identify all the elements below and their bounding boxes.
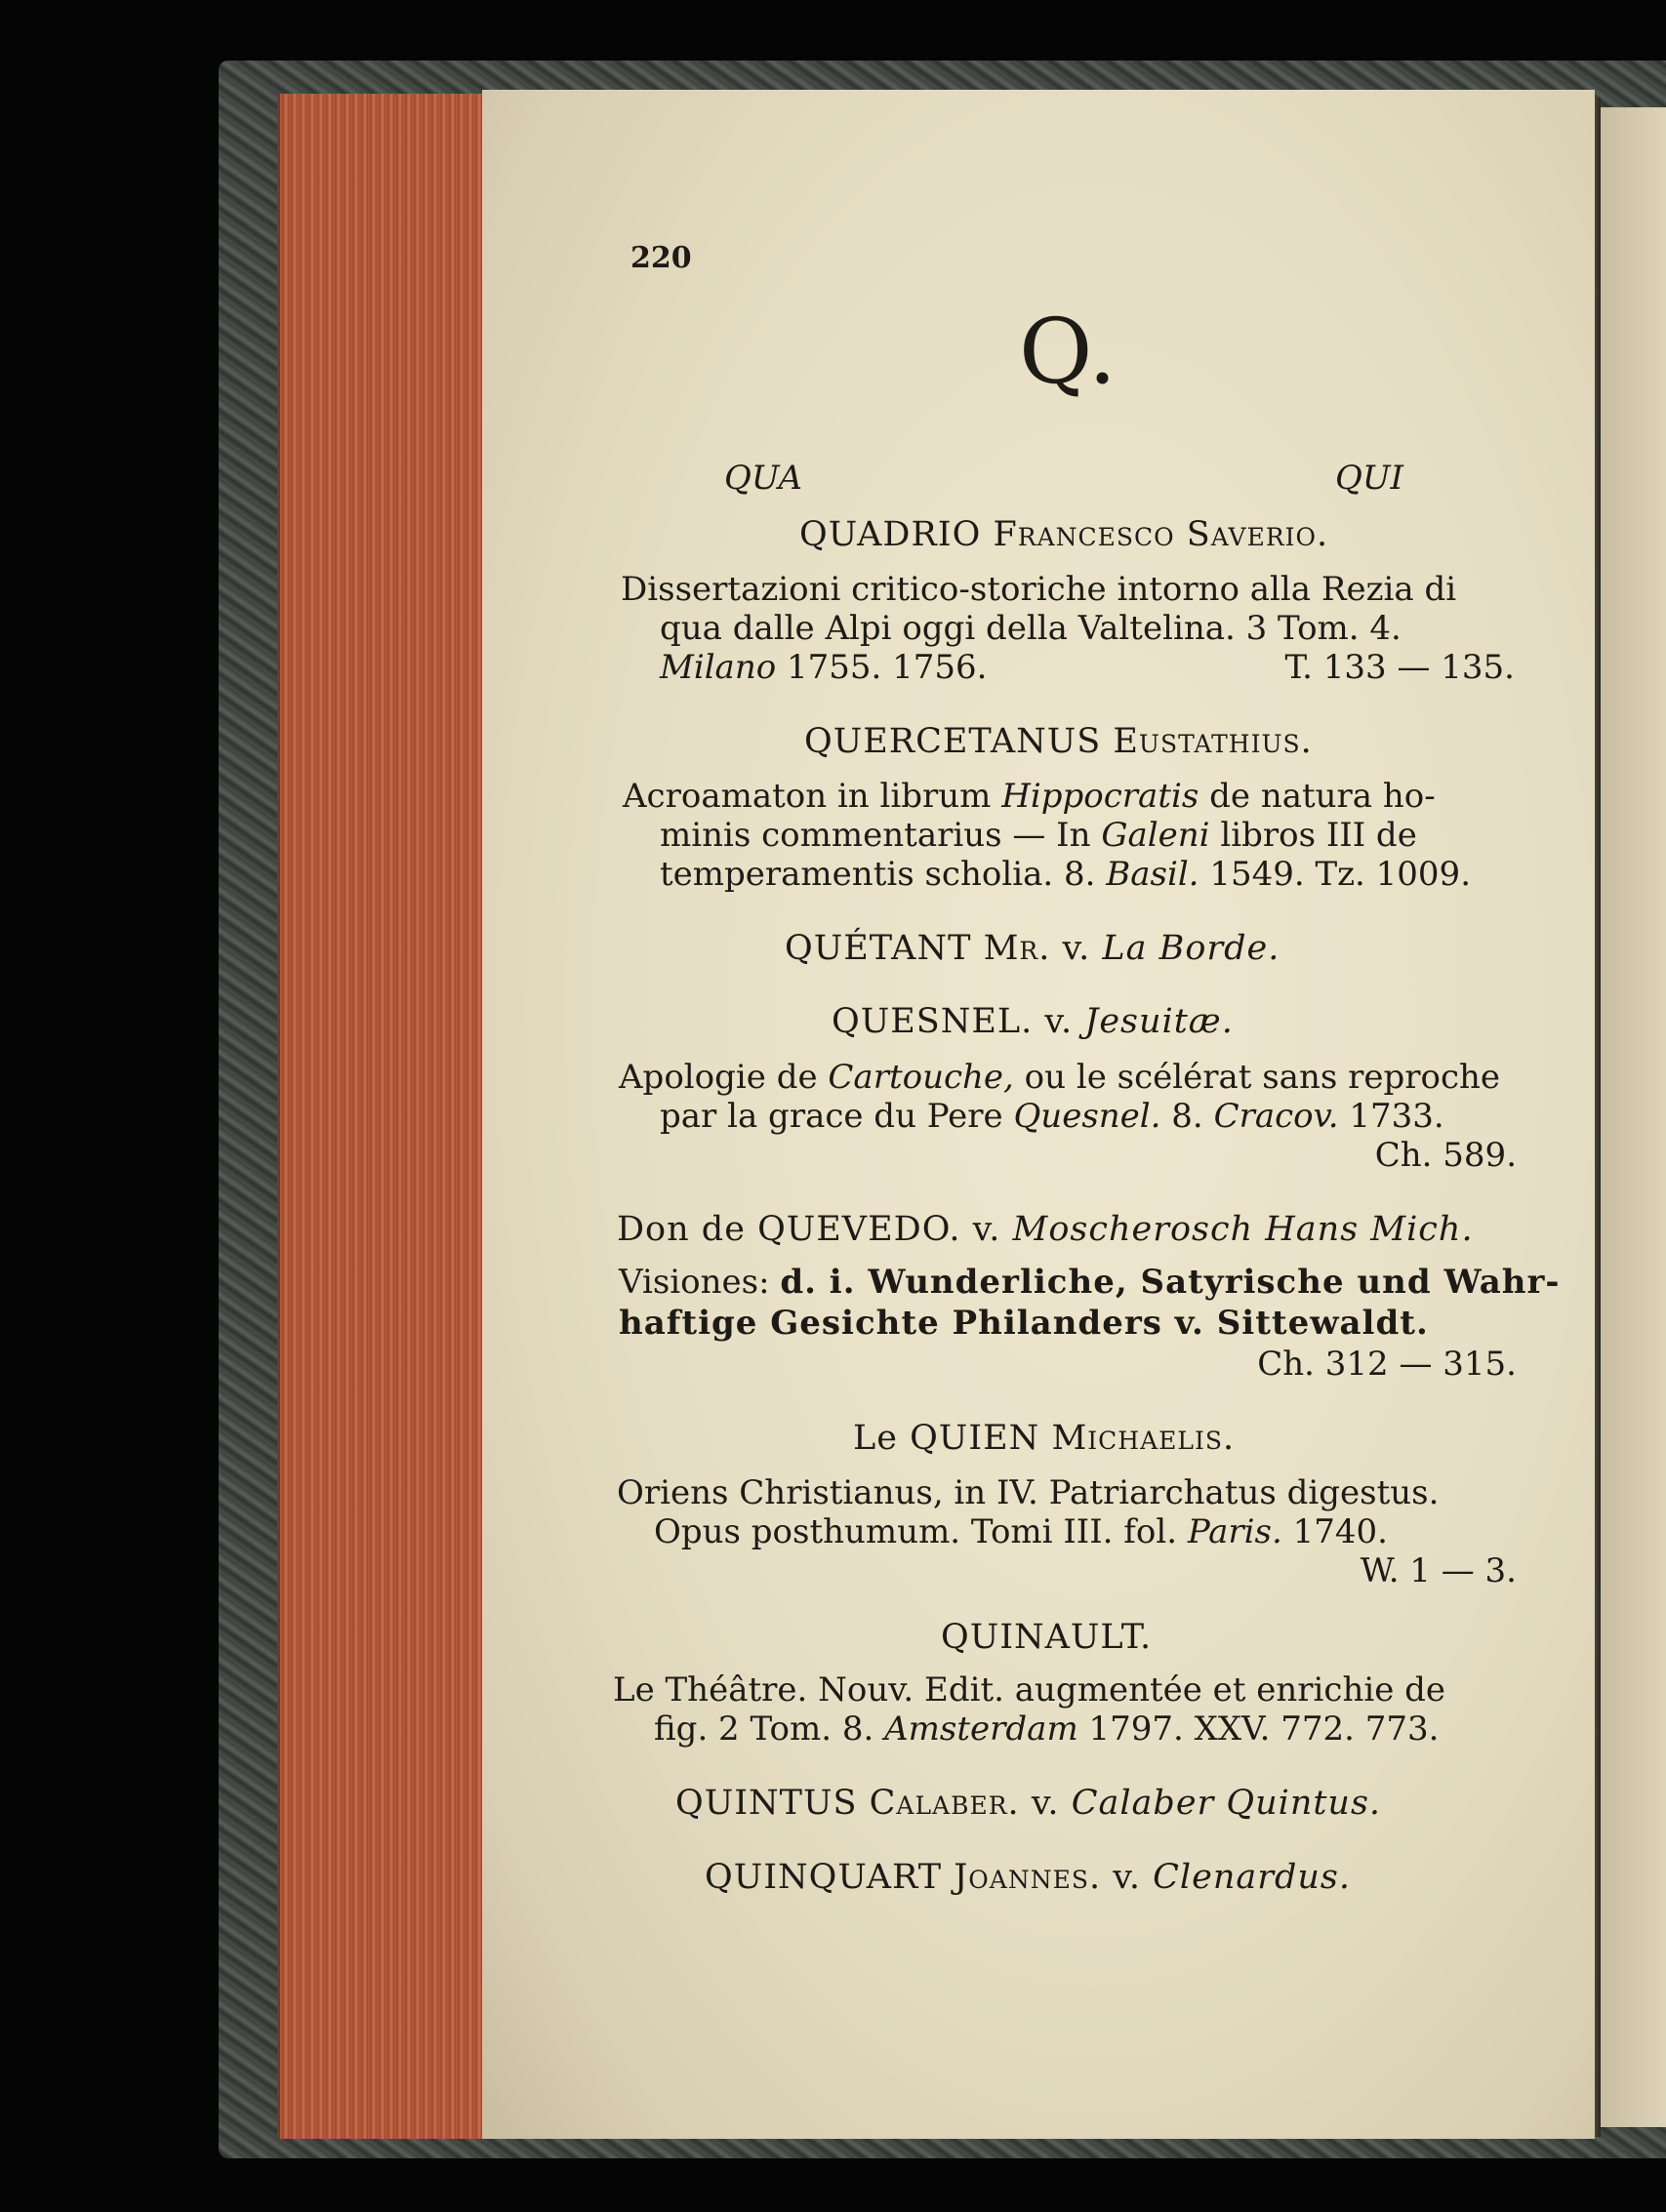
imprint-year: 1733.	[1349, 1097, 1444, 1136]
entry-heading-quinault	[941, 1618, 1152, 1657]
entry-heading-quesnel	[832, 1002, 1234, 1041]
imprint-place: Paris.	[1187, 1512, 1282, 1551]
imprint-place: Basil.	[1106, 855, 1199, 894]
entry-heading-quintus	[675, 1784, 1381, 1823]
name-prefix: Le	[853, 1419, 898, 1458]
cross-reference-target: La Borde.	[1102, 929, 1280, 968]
imprint-years: 1755. 1756.	[787, 648, 988, 687]
author-given-name: Michaelis.	[1051, 1419, 1236, 1458]
author-surname: QUIEN	[910, 1419, 1040, 1458]
author-given-name: Mr.	[983, 929, 1051, 968]
entry-text-line: Dissertazioni critico-storiche intorno alla Rezia di	[621, 570, 1457, 609]
entry-heading-quetant	[785, 929, 1280, 968]
author-surname: QUEVEDO.	[757, 1210, 961, 1249]
entry-text-line	[654, 1709, 1440, 1749]
running-head-right: QUI	[1335, 459, 1403, 498]
text-span: 8.	[1171, 1097, 1203, 1136]
author-given-name: Calaber.	[869, 1784, 1020, 1823]
author-surname: QUINTUS	[675, 1784, 858, 1823]
text-span: de natura ho-	[1209, 777, 1436, 816]
italic-title: Quesnel.	[1013, 1097, 1161, 1136]
author-surname: QUINAULT.	[941, 1618, 1153, 1657]
entry-heading-quinquart	[705, 1858, 1351, 1897]
entry-text-line: qua dalle Alpi oggi della Valtelina. 3 Tom. 4.	[660, 609, 1402, 648]
author-surname: QUADRIO	[799, 515, 982, 554]
catalogue-reference: W. 1 — 3.	[1360, 1551, 1517, 1590]
section-letter: Q.	[1019, 300, 1117, 404]
text-span: temperamentis scholia. 8.	[660, 855, 1096, 894]
text-span: 1797. XXV. 772. 773.	[1088, 1709, 1440, 1749]
facing-page-edge	[1601, 107, 1666, 2127]
entry-imprint	[660, 648, 1515, 687]
imprint-place: Cracov.	[1213, 1097, 1339, 1136]
cross-reference-target: Moscherosch Hans Mich.	[1012, 1210, 1474, 1249]
author-given-name: Joannes.	[954, 1858, 1102, 1897]
text-span: Apologie de	[619, 1058, 818, 1097]
italic-title: Hippocratis	[1001, 777, 1199, 816]
catalogue-reference: Ch. 312 — 315.	[1257, 1345, 1517, 1384]
entry-text-line	[654, 1512, 1388, 1551]
catalogue-reference: T. 133 — 135.	[1284, 648, 1515, 687]
entry-text-line	[619, 1263, 1560, 1302]
text-span: 1549. Tz. 1009.	[1209, 855, 1471, 894]
imprint-year: 1740.	[1292, 1512, 1388, 1551]
author-surname: QUÉTANT	[785, 929, 972, 968]
entry-heading-quadrio	[799, 515, 1328, 554]
catalogue-reference: Ch. 589.	[1374, 1136, 1517, 1175]
see-reference: v.	[1062, 929, 1091, 968]
author-given-name: Francesco Saverio.	[993, 515, 1329, 554]
text-span: minis commentarius — In	[660, 816, 1091, 855]
text-span: fig. 2 Tom. 8.	[654, 1709, 874, 1749]
entry-heading-quien	[853, 1419, 1235, 1458]
text-span: ou le scélérat sans reproche	[1024, 1058, 1501, 1097]
author-surname: QUINQUART	[705, 1858, 943, 1897]
see-reference: v.	[1113, 1858, 1141, 1897]
cross-reference-target: Jesuitæ.	[1084, 1002, 1234, 1041]
entry-text-line: Le Théâtre. Nouv. Edit. augmentée et enrichie de	[613, 1670, 1446, 1709]
page-block-edges	[277, 94, 485, 2139]
see-reference: v.	[972, 1210, 1001, 1249]
cross-reference-target: Calaber Quintus.	[1071, 1784, 1382, 1823]
entry-heading-quevedo	[617, 1210, 1474, 1249]
text-span: Opus posthumum. Tomi III. fol.	[654, 1512, 1177, 1551]
cross-reference-target: Clenardus.	[1153, 1858, 1351, 1897]
name-prefix: Don de	[617, 1210, 746, 1249]
entry-text-line	[660, 855, 1471, 894]
blackletter-title: haftige Gesichte Philanders v. Sittewaldt.	[619, 1304, 1429, 1343]
entry-text-line: Oriens Christianus, in IV. Patriarchatus digestus.	[617, 1473, 1440, 1512]
text-span: Acroamaton in librum	[623, 777, 992, 816]
entry-text-line	[660, 816, 1417, 855]
imprint-place: Milano	[660, 648, 777, 687]
entry-text-line	[660, 1097, 1444, 1136]
page-number: 220	[630, 241, 692, 275]
entry-heading-quercetanus	[804, 722, 1313, 761]
see-reference: v.	[1031, 1784, 1060, 1823]
text-span: Visiones:	[619, 1263, 770, 1302]
author-given-name: Eustathius.	[1113, 722, 1313, 761]
entry-text-line	[623, 777, 1436, 816]
entry-text-line	[619, 1058, 1500, 1097]
blackletter-title: d. i. Wunderliche, Satyrische und Wahr-	[780, 1263, 1561, 1302]
text-span: par la grace du Pere	[660, 1097, 1003, 1136]
imprint-place: Amsterdam	[884, 1709, 1078, 1749]
running-head-left: QUA	[724, 459, 803, 498]
see-reference: v.	[1044, 1002, 1074, 1041]
italic-title: Cartouche,	[828, 1058, 1014, 1097]
book-page	[482, 90, 1595, 2139]
italic-title: Galeni	[1101, 816, 1210, 855]
text-span: libros III de	[1220, 816, 1417, 855]
author-surname: QUESNEL.	[832, 1002, 1034, 1041]
author-surname: QUERCETANUS	[804, 722, 1102, 761]
